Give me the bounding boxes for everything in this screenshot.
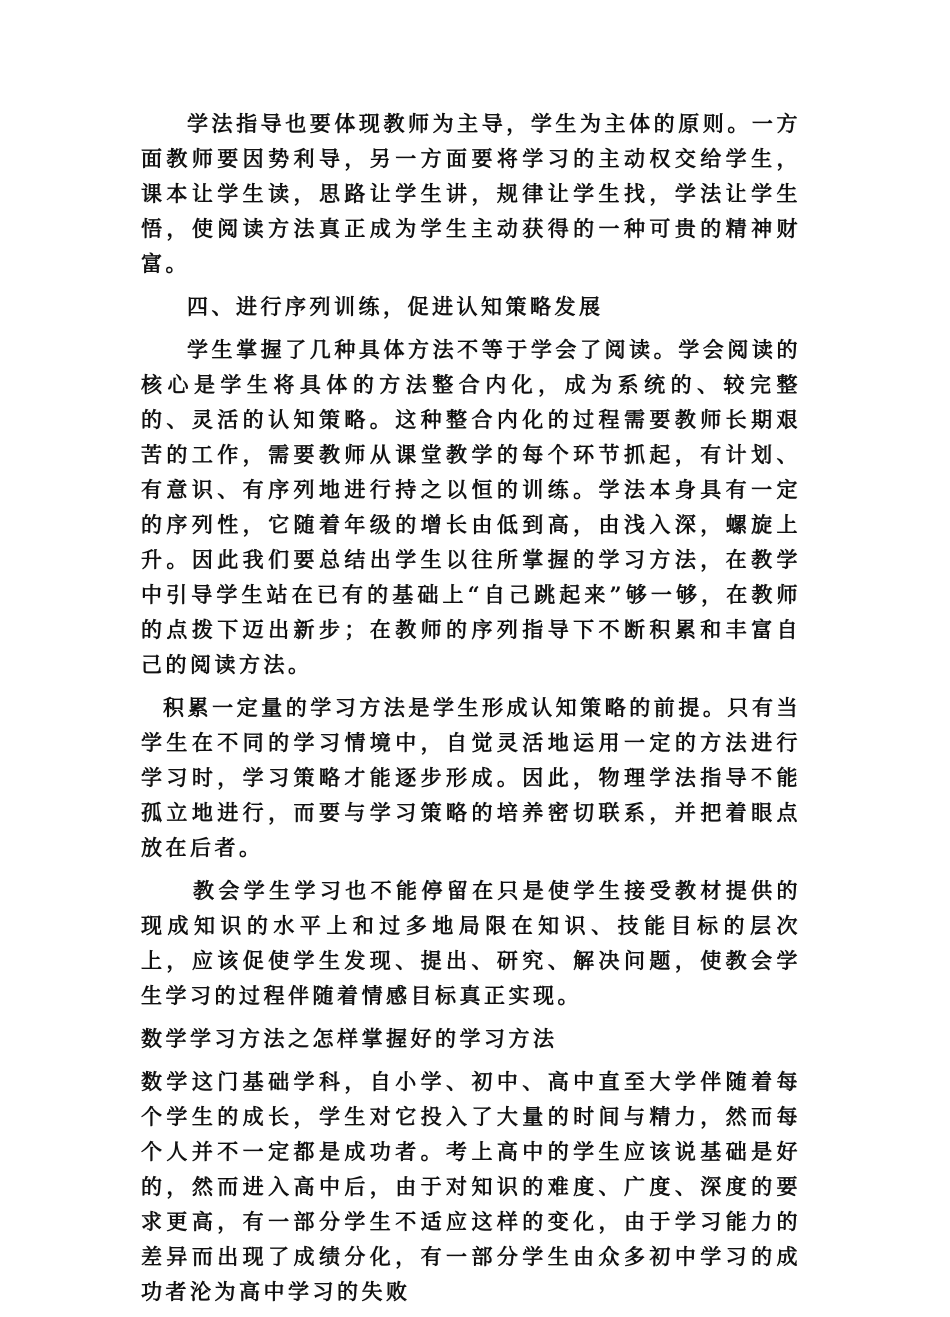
paragraph-teach-students: 教会学生学习也不能停留在只是使学生接受教材提供的现成知识的水平上和过多地局限在知识、技能目标的层次上，应该促使学生发现、提出、研究、解决问题，使教会学生学习的过程伴随着情感目标真正实现。 <box>141 878 801 1008</box>
paragraph-accumulate-methods: 积累一定量的学习方法是学生形成认知策略的前提。只有当学生在不同的学习情境中，自觉灵活地运用一定的方法进行学习时，学习策略才能逐步形成。因此，物理学法指导不能孤立地进行，而要与学习策略的培养密切联系，并把着眼点放在后者。 <box>141 695 801 860</box>
document-body <box>141 106 801 1317</box>
paragraph-reading-strategy: 学生掌握了几种具体方法不等于学会了阅读。学会阅读的核心是学生将具体的方法整合内化，成为系统的、较完整的、灵活的认知策略。这种整合内化的过程需要教师长期艰苦的工作，需要教师从课堂教学的每个环节抓起，有计划、有意识、有序列地进行持之以恒的训练。学法本身具有一定的序列性，它随着年级的增长由低到高，由浅入深，螺旋上升。因此我们要总结出学生以往所掌握的学习方法，在教学中引导学生站在已有的基础上“自己跳起来”够一够，在教师的点拨下迈出新步；在教师的序列指导下不断积累和丰富自己的阅读方法。 <box>141 337 801 677</box>
paragraph-learning-guidance: 学法指导也要体现教师为主导，学生为主体的原则。一方面教师要因势利导，另一方面要将学习的主动权交给学生，课本让学生读，思路让学生讲，规律让学生找，学法让学生悟，使阅读方法真正成为学生主动获得的一种可贵的精神财富。 <box>141 111 801 276</box>
section-heading-sequence-training: 四、进行序列训练，促进认知策略发展 <box>187 294 604 319</box>
section-heading-math-methods: 数学学习方法之怎样掌握好的学习方法 <box>141 1026 558 1051</box>
paragraph-math-subject: 数学这门基础学科，自小学、初中、高中直至大学伴随着每个学生的成长，学生对它投入了大量的时间与精力，然而每个人并不一定都是成功者。考上高中的学生应该说基础是好的，然而进入高中后，由于对知识的难度、广度、深度的要求更高，有一部分学生不适应这样的变化，由于学习能力的差异而出现了成绩分化，有一部分学生由众多初中学习的成功者沦为高中学习的失败 <box>141 1069 801 1304</box>
